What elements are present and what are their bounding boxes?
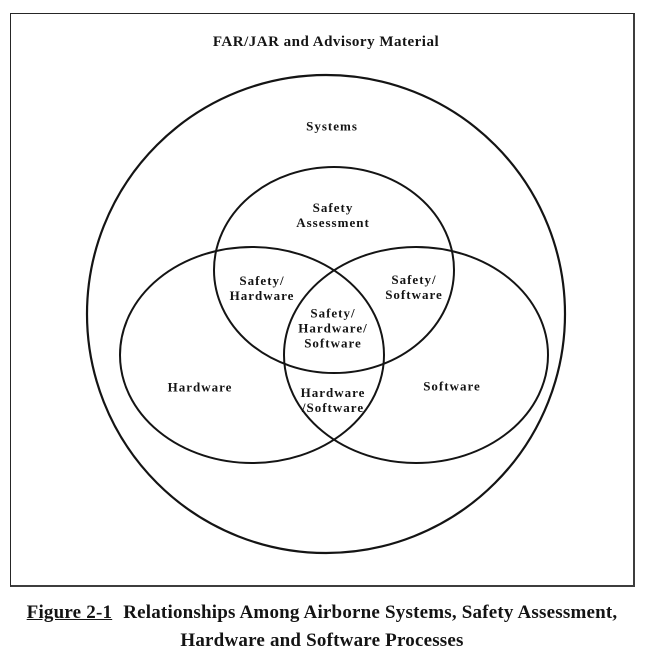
label-safety-hardware-software-line2: Hardware/ [298, 320, 368, 336]
label-hardware-software-line2: /Software [301, 400, 365, 415]
figure-caption [10, 599, 634, 655]
label-safety-software [385, 272, 443, 302]
label-hardware-software [301, 385, 366, 415]
caption-text-line2: Hardware and Software Processes [180, 630, 464, 651]
label-safety-software-line2: Software [385, 287, 443, 302]
label-safety-hardware-line1: Safety/ [239, 273, 285, 288]
caption-line1 [10, 599, 634, 627]
label-hardware-software-line1: Hardware [300, 385, 366, 400]
label-safety-assessment-line1: Safety [312, 200, 354, 215]
label-safety-assessment-line2: Assessment [296, 215, 370, 230]
label-safety-hardware [230, 273, 295, 303]
figure-border-box [10, 13, 635, 587]
label-safety-hardware-software-line3: Software [304, 335, 362, 351]
label-hardware: Hardware [167, 379, 233, 395]
caption-text-line1: Relationships Among Airborne Systems, Safety Assessment, [123, 602, 618, 623]
label-safety-hardware-software-line1: Safety/ [310, 305, 356, 321]
label-software: Software [423, 378, 481, 394]
label-safety-software-line1: Safety/ [391, 272, 437, 287]
label-safety-assessment [296, 200, 370, 230]
figure-inner-title: FAR/JAR and Advisory Material [212, 34, 440, 50]
label-safety-hardware-line2: Hardware [229, 288, 295, 303]
label-systems: Systems [306, 118, 358, 134]
label-safety-hardware-software [298, 306, 367, 351]
caption-figure-number: Figure 2-1 [26, 602, 113, 623]
